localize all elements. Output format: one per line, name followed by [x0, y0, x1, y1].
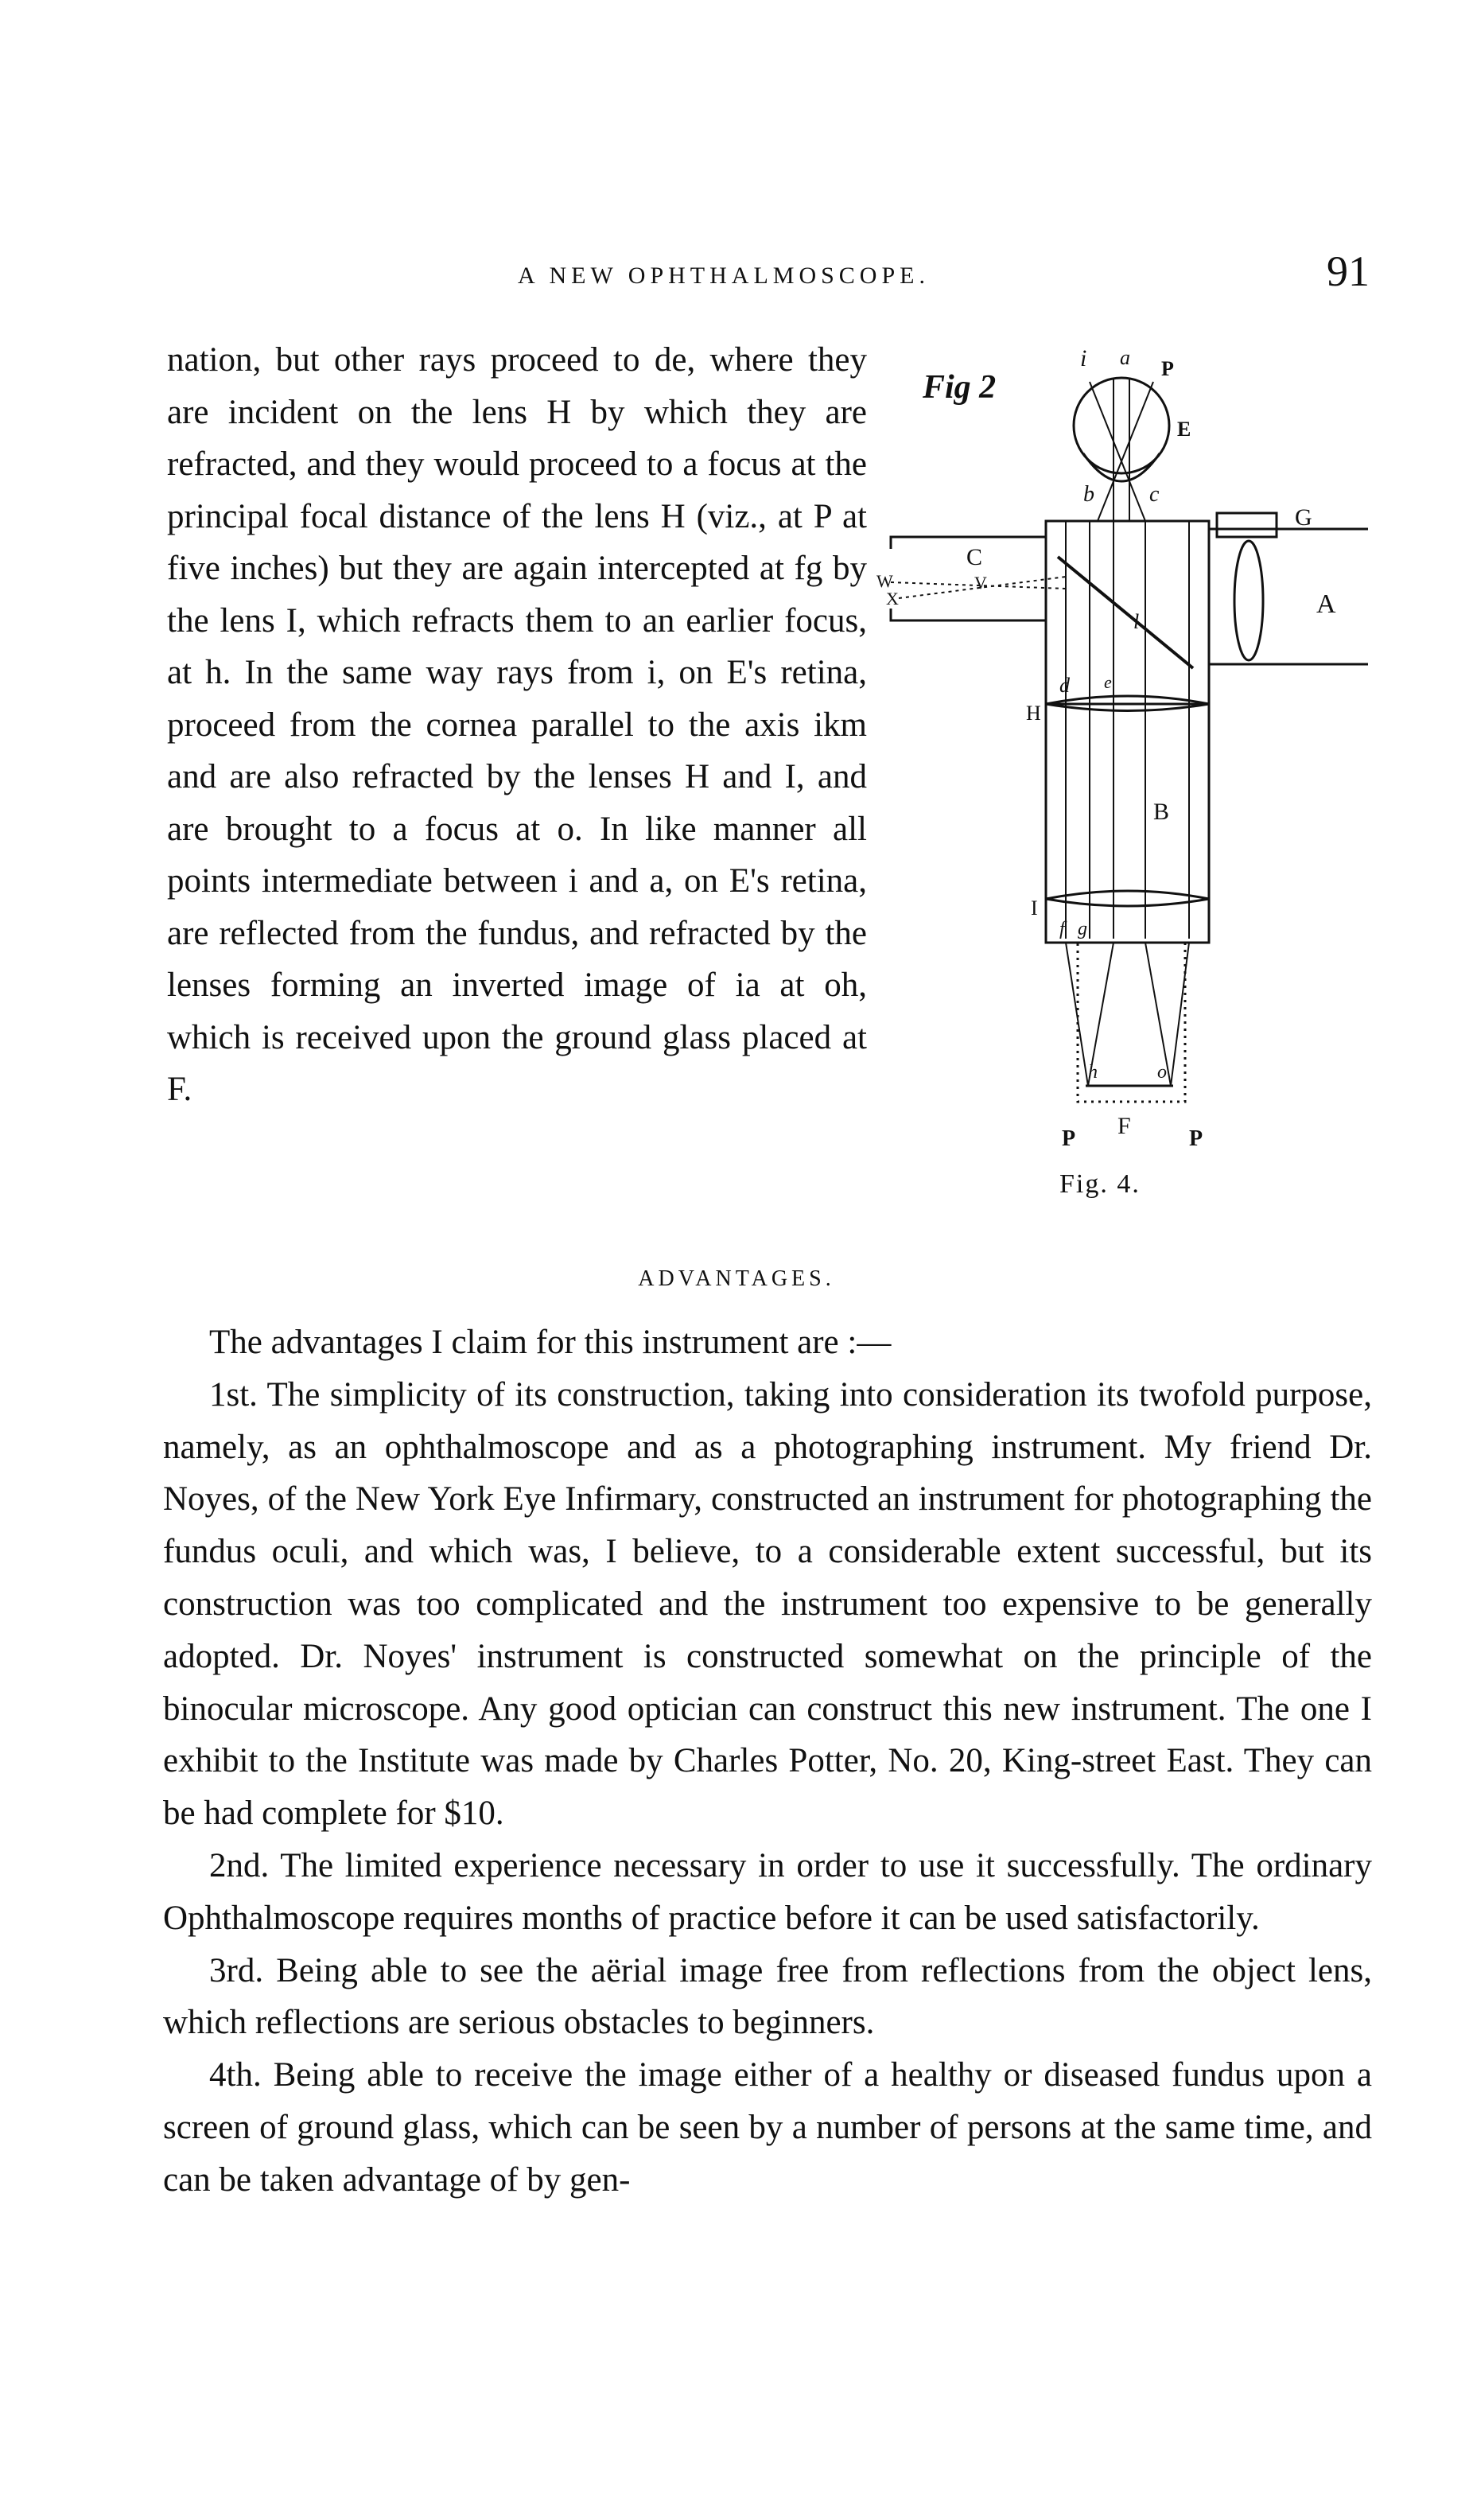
- fig-handwritten-label: Fig 2: [923, 369, 997, 406]
- paragraph: The advantages I claim for this instrument are :—: [209, 1324, 892, 1361]
- label-F: F: [1117, 1113, 1131, 1139]
- label-I: I: [1031, 896, 1038, 920]
- page-number: 91: [1327, 247, 1370, 295]
- ray: [1090, 382, 1145, 521]
- running-header-title: A NEW OPHTHALMOSCOPE.: [518, 262, 930, 289]
- diagram-svg: [875, 350, 1368, 1233]
- label-a: a: [1120, 350, 1130, 369]
- ray: [1066, 943, 1088, 1086]
- label-X: X: [886, 589, 899, 609]
- paragraph: 4th. Being able to receive the image either of a healthy or diseased fundus upon a screen of ground glass, which can be seen by a number of persons at the same time, and can be taken advantage of by gen-: [163, 2056, 1372, 2199]
- label-o: o: [1157, 1062, 1167, 1083]
- label-g: g: [1078, 919, 1087, 939]
- label-h: h: [1088, 1062, 1098, 1083]
- paragraph: 2nd. The limited experience necessary in order to use it successfully. The ordinary Ophthalmoscope requires months of practice before it can be used satisfactorily.: [163, 1846, 1372, 1937]
- label-d: d: [1059, 674, 1070, 697]
- lens-I: [1046, 891, 1209, 906]
- label-A: A: [1316, 589, 1336, 619]
- label-P-left: P: [1062, 1126, 1076, 1151]
- label-E: E: [1177, 418, 1191, 441]
- figure-caption: Fig. 4.: [1059, 1169, 1141, 1199]
- label-C: C: [966, 544, 983, 570]
- label-b: b: [1083, 482, 1094, 507]
- right-arm-G: [1209, 529, 1368, 664]
- label-p-top: P: [1161, 357, 1174, 380]
- lens-A: [1234, 541, 1263, 660]
- section-heading: ADVANTAGES.: [638, 1266, 835, 1291]
- label-c: c: [1149, 482, 1160, 507]
- label-G: G: [1295, 504, 1312, 531]
- paragraph: 1st. The simplicity of its construction, taking into consideration its twofold purpose, namely, as an ophthalmoscope and as a photographing instrument. My friend Dr. Noyes, of the New York Eye Infirmary, constructed an instrument for photographing the fundus oculi, and which was, I believe, to a considerable extent successful, but its construction was too complicated and the instrument too expensive to be generally adopted. Dr. Noyes' instrument is constructed somewhat on the principle of the binocular microscope. Any good optician can construct this new instrument. The one I exhibit to the Institute was made by Charles Potter, No. 20, King-street East. They can be had complete for $10.: [163, 1375, 1372, 1833]
- mirror-l: [1058, 557, 1193, 668]
- label-e-small: e: [1104, 672, 1112, 692]
- tube-G: [1217, 513, 1277, 537]
- ray: [1171, 943, 1189, 1086]
- label-i: i: [1080, 350, 1087, 371]
- ray: [1098, 382, 1153, 521]
- label-P-right: P: [1189, 1126, 1203, 1151]
- body-text: [163, 1316, 1372, 2207]
- label-V: V: [974, 573, 987, 593]
- label-B: B: [1153, 799, 1170, 825]
- label-l: l: [1133, 610, 1140, 633]
- ophthalmoscope-diagram: [875, 350, 1368, 1233]
- cornea-arc: [1083, 453, 1160, 481]
- label-H: H: [1026, 702, 1041, 725]
- column-paragraph: nation, but other rays proceed to de, where they are incident on the lens H by which they are refracted, and they would proceed to a focus at the principal focal distance of the lens H (viz., at P at five inches) but they are again intercepted at fg by the lens I, which refracts them to an earlier focus, at h. In the same way rays from i, on E's retina, proceed from the cornea parallel to the axis ikm and are also refracted by the lenses H and I, and are brought to a focus at o. In like manner all points intermediate between i and a, on E's retina, are reflected from the fundus, and refracted by the lenses forming an inverted image of ia at oh, which is received upon the ground glass placed at F.: [167, 341, 867, 1108]
- paragraph: 3rd. Being able to see the aërial image free from reflections from the object lens, which reflections are serious obstacles to beginners.: [163, 1951, 1372, 2042]
- label-W: W: [876, 571, 893, 591]
- label-f: f: [1059, 919, 1065, 939]
